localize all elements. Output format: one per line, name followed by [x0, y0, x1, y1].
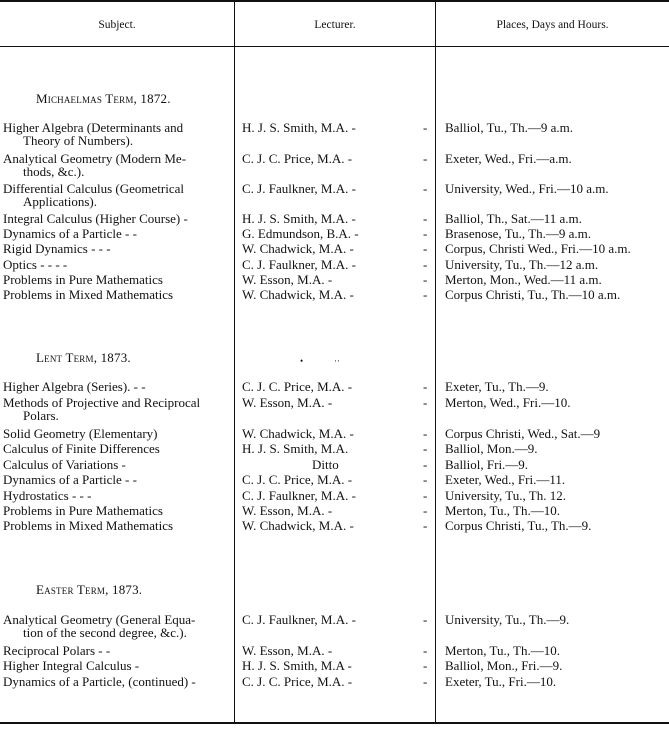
subject-cell [3, 121, 231, 147]
table-row [0, 288, 669, 316]
lecturer-cell: W. Esson, M.A. - [242, 395, 333, 410]
lecturer-cell: C. J. C. Price, M.A. - [242, 472, 353, 487]
lecturer-cell: W. Chadwick, M.A. - [242, 518, 354, 533]
place-cell: University, Tu., Th.—9. [445, 612, 570, 627]
table-row [0, 675, 669, 703]
subject-cell [3, 504, 231, 517]
term-heading-text: Lent Term, 1873. [36, 350, 131, 365]
place-cell: Merton, Mon., Wed.—11 a.m. [445, 272, 602, 287]
place-cell: Corpus Christi, Tu., Th.—10 a.m. [445, 287, 621, 302]
dash-mark: - [423, 151, 428, 166]
subject-line: Hydrostatics - - - [3, 488, 92, 503]
dash-mark: - [423, 441, 428, 456]
subject-line: Analytical Geometry (General Equa- [3, 612, 196, 627]
subject-cell [3, 613, 231, 639]
subject-line: Dynamics of a Particle, (continued) - [3, 674, 196, 689]
term-heading-text: Michaelmas Term, 1872. [36, 91, 171, 106]
lecturer-cell: W. Esson, M.A. - [242, 272, 333, 287]
place-cell: Exeter, Tu., Fri.—10. [445, 674, 557, 689]
dash-mark: - [423, 612, 428, 627]
subject-line: Polars. [23, 408, 59, 423]
lecturer-cell: C. J. Faulkner, M.A. - [242, 181, 356, 196]
place-cell: Corpus Christi, Wed., Sat.—9 [445, 426, 601, 441]
table-row [0, 182, 669, 210]
lecturer-cell: C. J. C. Price, M.A. - [242, 674, 353, 689]
place-cell: Balliol, Fri.—9. [445, 457, 529, 472]
lecturer-cell: Ditto [312, 457, 339, 472]
table-row [0, 519, 669, 547]
subject-cell [3, 273, 231, 286]
table-row [0, 613, 669, 641]
subject-line: Dynamics of a Particle - - [3, 226, 137, 241]
subject-line: Solid Geometry (Elementary) [3, 426, 158, 441]
place-cell: Balliol, Th., Sat.—11 a.m. [445, 211, 582, 226]
dash-mark: - [423, 457, 428, 472]
lecturer-cell: W. Chadwick, M.A. - [242, 241, 354, 256]
dash-mark: - [423, 257, 428, 272]
subject-line: Rigid Dynamics - - - [3, 241, 111, 256]
subject-line: Problems in Mixed Mathematics [3, 287, 174, 302]
dash-mark: - [423, 287, 428, 302]
table-row [0, 121, 669, 149]
subject-cell [3, 258, 231, 271]
place-cell: Exeter, Wed., Fri.—11. [445, 472, 566, 487]
place-cell: Balliol, Mon., Fri.—9. [445, 658, 563, 673]
place-cell: Corpus Christi, Tu., Th.—9. [445, 518, 592, 533]
print-speck: ·· [334, 356, 340, 366]
bottom-rule [0, 722, 669, 724]
place-cell: Brasenose, Tu., Th.—9 a.m. [445, 226, 592, 241]
dash-mark: - [423, 503, 428, 518]
place-cell: University, Tu., Th. 12. [445, 488, 566, 503]
dash-mark: - [423, 226, 428, 241]
lecturer-cell: H. J. S. Smith, M.A - [242, 658, 352, 673]
dash-mark: - [423, 379, 428, 394]
place-cell: Balliol, Mon.—9. [445, 441, 538, 456]
subject-line: Higher Integral Calculus - [3, 658, 140, 673]
dash-mark: - [423, 120, 428, 135]
dash-mark: - [423, 658, 428, 673]
place-cell: Merton, Tu., Th.—10. [445, 503, 560, 518]
place-cell: Corpus, Christi Wed., Fri.—10 a.m. [445, 241, 631, 256]
dash-mark: - [423, 426, 428, 441]
dash-mark: - [423, 181, 428, 196]
header-lecturer: Lecturer. [314, 19, 356, 31]
subject-line: Theory of Numbers). [23, 133, 134, 148]
subject-line: Analytical Geometry (Modern Me- [3, 151, 187, 166]
subject-cell [3, 288, 231, 301]
subject-cell [3, 152, 231, 178]
place-cell: Merton, Wed., Fri.—10. [445, 395, 571, 410]
subject-line: Problems in Mixed Mathematics [3, 518, 174, 533]
subject-cell [3, 182, 231, 208]
subject-cell [3, 380, 231, 393]
subject-line: Dynamics of a Particle - - [3, 472, 137, 487]
header-places: Places, Days and Hours. [496, 19, 609, 31]
subject-cell [3, 644, 231, 657]
lecturer-cell: C. J. C. Price, M.A. - [242, 151, 353, 166]
lecturer-cell: G. Edmundson, B.A. - [242, 226, 359, 241]
place-cell: Exeter, Wed., Fri.—a.m. [445, 151, 572, 166]
lecturer-cell: H. J. S. Smith, M.A. - [242, 120, 356, 135]
subject-cell [3, 458, 231, 471]
dash-mark: - [423, 472, 428, 487]
table-row [0, 152, 669, 180]
lecturer-cell: C. J. Faulkner, M.A. - [242, 488, 356, 503]
subject-cell [3, 659, 231, 672]
header-rule [0, 46, 669, 47]
dash-mark: - [423, 211, 428, 226]
subject-cell [3, 227, 231, 240]
subject-cell [3, 242, 231, 255]
place-cell: Merton, Tu., Th.—10. [445, 643, 560, 658]
lecturer-cell: W. Esson, M.A. - [242, 643, 333, 658]
subject-cell [3, 427, 231, 440]
subject-line: Problems in Pure Mathematics [3, 503, 163, 518]
lecturer-cell: C. J. C. Price, M.A. - [242, 379, 353, 394]
subject-cell [3, 489, 231, 502]
dash-mark: - [423, 241, 428, 256]
print-speck: • [300, 356, 304, 366]
subject-line: Problems in Pure Mathematics [3, 272, 163, 287]
place-cell: University, Tu., Th.—12 a.m. [445, 257, 599, 272]
term-heading [36, 350, 131, 366]
subject-line: thods, &c.). [23, 164, 85, 179]
subject-line: Higher Algebra (Determinants and [3, 120, 184, 135]
subject-line: Higher Algebra (Series). - - [3, 379, 146, 394]
subject-line: tion of the second degree, &c.). [23, 625, 187, 640]
lecturer-cell: H. J. S. Smith, M.A. - [242, 211, 356, 226]
dash-mark: - [423, 395, 428, 410]
dash-mark: - [423, 488, 428, 503]
subject-line: Differential Calculus (Geometrical [3, 181, 184, 196]
subject-cell [3, 442, 231, 455]
term-heading [36, 582, 142, 598]
lecturer-cell: W. Chadwick, M.A. - [242, 287, 354, 302]
subject-cell [3, 473, 231, 486]
dash-mark: - [423, 518, 428, 533]
subject-line: Calculus of Variations - [3, 457, 126, 472]
top-rule [0, 0, 669, 2]
subject-line: Methods of Projective and Reciprocal [3, 395, 201, 410]
term-heading-text: Easter Term, 1873. [36, 582, 143, 597]
lecturer-cell: C. J. Faulkner, M.A. - [242, 257, 356, 272]
subject-cell [3, 675, 231, 688]
table-row [0, 396, 669, 424]
term-heading [36, 91, 171, 107]
lecturer-cell: W. Chadwick, M.A. - [242, 426, 354, 441]
subject-line: Calculus of Finite Differences [3, 441, 160, 456]
lecturer-cell: H. J. S. Smith, M.A. [242, 441, 349, 456]
place-cell: University, Wed., Fri.—10 a.m. [445, 181, 609, 196]
place-cell: Exeter, Tu., Th.—9. [445, 379, 549, 394]
lecturer-cell: W. Esson, M.A. - [242, 503, 333, 518]
subject-cell [3, 519, 231, 532]
dash-mark: - [423, 272, 428, 287]
header-subject: Subject. [98, 19, 136, 31]
subject-line: Integral Calculus (Higher Course) - [3, 211, 188, 226]
place-cell: Balliol, Tu., Th.—9 a.m. [445, 120, 573, 135]
subject-line: Applications). [23, 194, 98, 209]
dash-mark: - [423, 674, 428, 689]
subject-line: Optics - - - - [3, 257, 68, 272]
subject-cell [3, 396, 231, 422]
dash-mark: - [423, 643, 428, 658]
subject-cell [3, 212, 231, 225]
lecturer-cell: C. J. Faulkner, M.A. - [242, 612, 356, 627]
subject-line: Reciprocal Polars - - [3, 643, 111, 658]
